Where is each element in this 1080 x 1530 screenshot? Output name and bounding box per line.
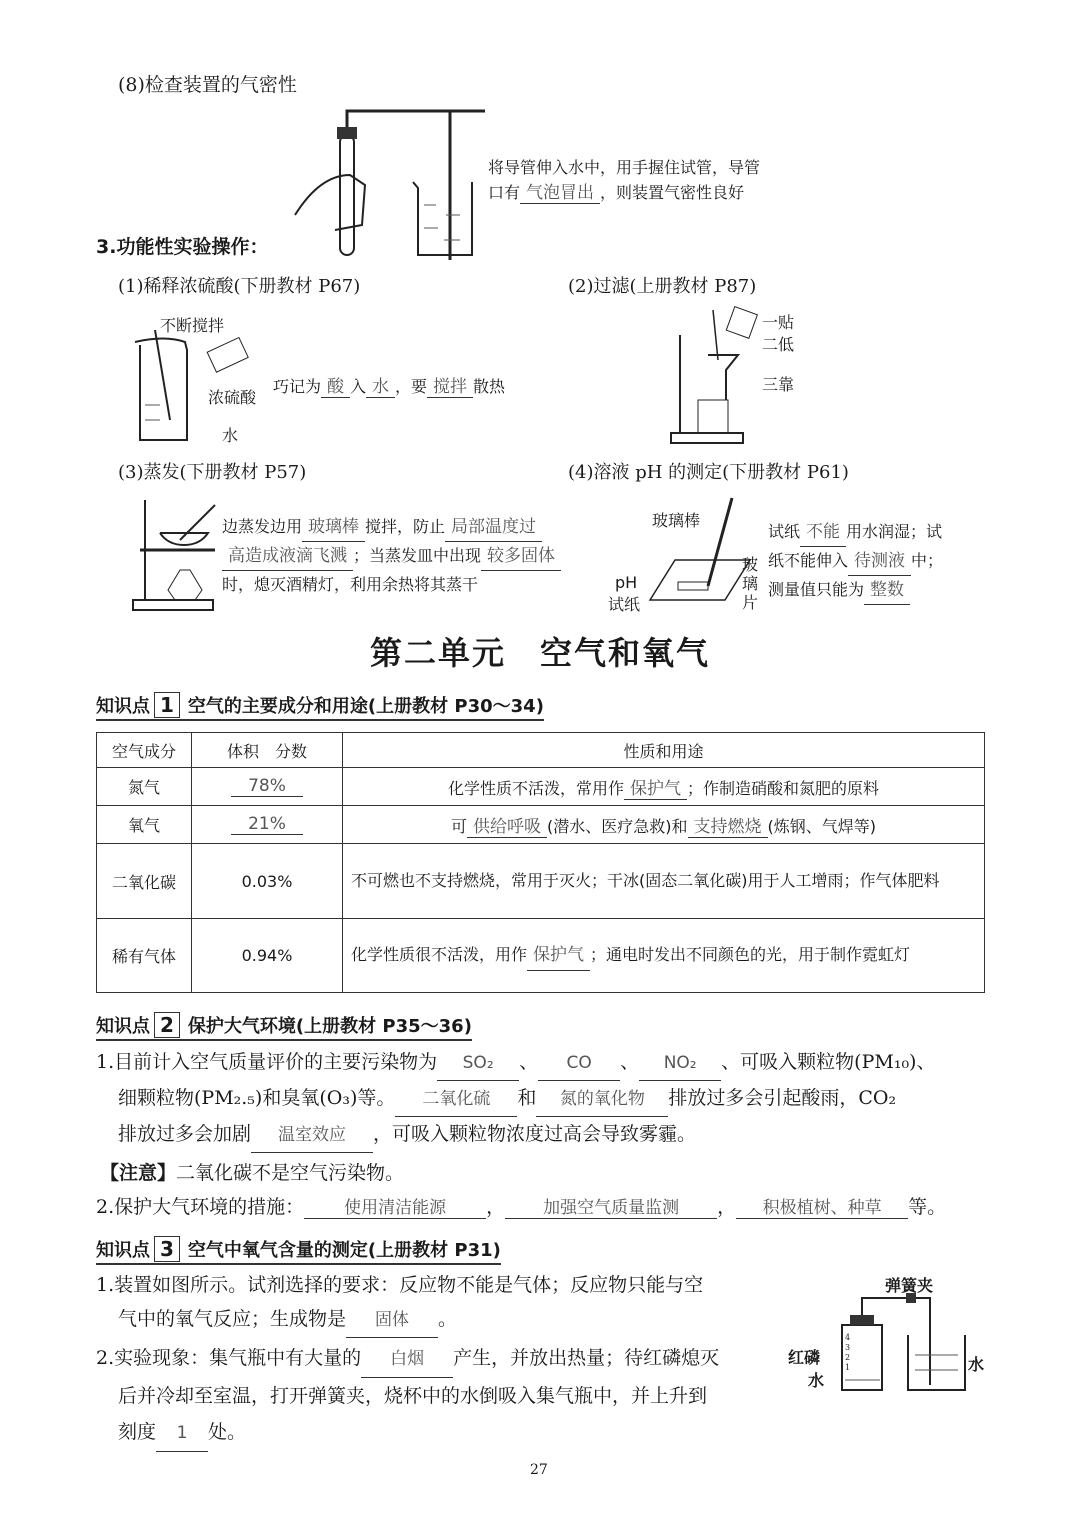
- kp-title: 空气的主要成分和用途(上册教材 P30～34): [187, 696, 544, 717]
- label-glass-plate: 玻璃片: [742, 555, 759, 612]
- section-8-title: (8)检查装置的气密性: [118, 74, 297, 96]
- cell-uses: 不可燃也不支持燃烧，常用于灭火；干冰(固态二氧化碳)用于人工增雨；作气体肥料: [343, 844, 985, 919]
- header-properties-uses: 性质和用途: [343, 733, 985, 768]
- answer-stir: 搅拌: [427, 372, 473, 398]
- kp3-question-1: [96, 1268, 703, 1338]
- filtration-diagram: [668, 305, 768, 445]
- label-ph: pH: [615, 573, 638, 592]
- kp-title: 空气中氧气含量的测定(上册教材 P31): [187, 1240, 501, 1261]
- ph-text: [768, 518, 943, 605]
- answer: 供给呼吸: [467, 812, 547, 838]
- airtight-text-2: [488, 178, 744, 204]
- label-three-lean: 三靠: [762, 375, 795, 394]
- label-glass-rod: 玻璃棒: [652, 511, 701, 530]
- text: 排放过多会加剧: [118, 1123, 252, 1145]
- text: 中；: [911, 551, 944, 570]
- text: 用水润湿；试: [846, 522, 943, 541]
- answer: 固体: [346, 1303, 438, 1338]
- cell-name: 稀有气体: [97, 919, 192, 993]
- text: 化学性质很不活泼，用作: [351, 945, 528, 964]
- kp2-question-2: 2.保护大气环境的措施： 使用清洁能源 ， 加强空气质量监测 ， 积极植树、种草 等。: [96, 1192, 946, 1219]
- beaker-water-icon: [410, 180, 480, 260]
- text: 纸不能伸入: [768, 551, 849, 570]
- text: 1.目前计入空气质量评价的主要污染物为: [96, 1051, 438, 1073]
- svg-text:4: 4: [845, 1333, 851, 1342]
- answer: 二氧化硫: [395, 1082, 517, 1117]
- text: 处。: [208, 1421, 247, 1443]
- label-water-bottle: 水: [808, 1371, 825, 1390]
- text: (潜水、医疗急救)和: [547, 816, 688, 836]
- text: 口有: [488, 183, 521, 202]
- kp-title: 保护大气环境(上册教材 P35～36): [187, 1016, 472, 1037]
- text: 边蒸发边用: [222, 517, 303, 536]
- svg-text:1: 1: [845, 1363, 851, 1372]
- label-test-paper: 试纸: [608, 595, 641, 614]
- answer: 1: [156, 1415, 208, 1452]
- cell-name: 氧气: [97, 806, 192, 844]
- label-water-beaker: 水: [968, 1355, 985, 1374]
- svg-text:2: 2: [845, 1353, 851, 1362]
- text: 细颗粒物(PM₂.₅)和臭氧(O₃)等。: [118, 1087, 396, 1109]
- section-3-title: 3.功能性实验操作：: [96, 236, 269, 258]
- answer: 加强空气质量监测: [505, 1193, 717, 1219]
- kp-number: 3: [154, 1236, 180, 1262]
- kp2-question-1: 1.目前计入空气质量评价的主要污染物为 SO₂ 、 CO 、 NO₂ 、可吸入颗粒物(PM₁₀)、 细颗粒物(PM₂.₅)和臭氧(O₃)等。 二氧化硫 和 氮的氧化物 排放过多会引起酸雨，CO₂ 排放过多会加剧 温室效应 ，可吸入颗粒物浓度过高会导致雾霾。: [96, 1045, 996, 1153]
- text: 后并冷却至室温，打开弹簧夹，烧杯中的水倒吸入集气瓶中，并上升到: [118, 1385, 708, 1407]
- oxygen-measurement-diagram: [830, 1290, 970, 1400]
- note-text: 二氧化碳不是空气污染物。: [176, 1162, 405, 1184]
- cell-fraction: 0.94%: [192, 919, 343, 993]
- answer: 支持燃烧: [688, 812, 768, 838]
- page-number: 27: [530, 1462, 548, 1478]
- table-header-row: [97, 733, 985, 768]
- cell-name: 二氧化碳: [97, 844, 192, 919]
- label-conc-acid: 浓硫酸: [208, 388, 257, 407]
- answer-test-liquid: 待测液: [848, 548, 911, 576]
- evaporation-diagram: [130, 495, 225, 615]
- table-row: [97, 806, 985, 844]
- part2-title: (2)过滤(上册教材 P87): [568, 276, 757, 297]
- answer-splash: 高造成液滴飞溅: [222, 543, 353, 571]
- answer-more-solid: 较多固体: [481, 543, 561, 571]
- text: 产生，并放出热量；待红磷熄灭: [453, 1347, 720, 1369]
- answer: 白烟: [361, 1341, 453, 1378]
- label-two-low: 二低: [762, 335, 795, 354]
- answer: 温室效应: [251, 1118, 373, 1153]
- answer-cannot: 不能: [800, 519, 846, 547]
- label-stir: 不断搅拌: [160, 316, 225, 335]
- airtight-text-1: 将导管伸入水中，用手握住试管，导管: [488, 158, 761, 177]
- answer: 氮的氧化物: [536, 1082, 668, 1117]
- answer-glass-rod: 玻璃棒: [302, 514, 365, 542]
- kp-number: 2: [154, 1012, 180, 1038]
- unit-title: 第二单元 空气和氧气: [369, 634, 710, 672]
- text: ；通电时发出不同颜色的光，用于制作霓虹灯: [590, 945, 911, 964]
- text: 可: [450, 816, 467, 836]
- air-composition-table: [96, 732, 985, 993]
- cell-fraction: 0.03%: [192, 844, 343, 919]
- answer: 保护气: [624, 774, 687, 800]
- table-row: [97, 844, 985, 919]
- text: ，要: [395, 377, 428, 396]
- note: [100, 1158, 404, 1185]
- header-component: 空气成分: [97, 733, 192, 768]
- label-one-stick: 一贴: [762, 313, 795, 332]
- knowledge-point-3-header: [96, 1236, 501, 1262]
- note-label: 【注意】: [100, 1162, 177, 1184]
- text: ；作制造硝酸和氮肥的原料: [687, 778, 880, 798]
- cell-fraction: 78%: [231, 776, 303, 797]
- text: ，可吸入颗粒物浓度过高会导致雾霾。: [373, 1123, 697, 1145]
- kp-label: 知识点: [96, 1016, 150, 1037]
- text: 等。: [908, 1196, 947, 1218]
- text: 试纸: [768, 522, 801, 541]
- answer-acid: 酸: [321, 372, 350, 398]
- label-red-phosphorus: 红磷: [788, 1348, 821, 1367]
- text: 巧记为: [273, 377, 322, 396]
- answer-bubbles: 气泡冒出: [520, 178, 600, 204]
- cell-uses: [343, 919, 985, 993]
- text: 、可吸入颗粒物(PM₁₀)、: [721, 1051, 936, 1073]
- cell-name: 氮气: [97, 768, 192, 806]
- knowledge-point-2-header: [96, 1012, 472, 1038]
- evaporation-text: [222, 513, 592, 598]
- answer: 积极植树、种草: [736, 1193, 908, 1219]
- part3-title: (3)蒸发(下册教材 P57): [118, 462, 307, 483]
- text: 2.保护大气环境的措施：: [96, 1196, 305, 1218]
- answer: NO₂: [639, 1046, 721, 1081]
- answer-water: 水: [366, 372, 395, 398]
- cell-uses: [343, 768, 985, 806]
- answer-local-temp: 局部温度过: [445, 514, 542, 542]
- text: 和: [517, 1087, 537, 1109]
- text: 散热: [473, 377, 506, 396]
- kp-label: 知识点: [96, 1240, 150, 1261]
- text: 2.实验现象：集气瓶中有大量的: [96, 1347, 362, 1369]
- answer: 使用清洁能源: [304, 1193, 486, 1219]
- dilute-mnemonic: [273, 372, 505, 398]
- part4-title: (4)溶液 pH 的测定(下册教材 P61): [568, 462, 849, 483]
- table-row: [97, 919, 985, 993]
- kp3-question-2: [96, 1340, 719, 1452]
- svg-text:3: 3: [845, 1343, 851, 1352]
- answer-integer: 整数: [864, 577, 910, 605]
- label-spring-clamp: 弹簧夹: [885, 1276, 934, 1295]
- answer: SO₂: [437, 1046, 519, 1081]
- text: 入: [350, 377, 367, 396]
- header-volume-fraction: 体积 分数: [192, 733, 343, 768]
- table-row: [97, 768, 985, 806]
- answer: CO: [538, 1046, 620, 1081]
- kp-label: 知识点: [96, 696, 150, 717]
- answer: 保护气: [527, 940, 590, 971]
- text: 化学性质不活泼，常用作: [447, 778, 624, 798]
- part1-title: (1)稀释浓硫酸(下册教材 P67): [118, 276, 361, 297]
- knowledge-point-1-header: [96, 692, 544, 718]
- kp-number: 1: [154, 692, 180, 718]
- text: 时，熄灭酒精灯，利用余热将其蒸干: [222, 575, 479, 594]
- label-water: 水: [222, 426, 239, 445]
- text: 排放过多会引起酸雨，CO₂: [668, 1087, 897, 1109]
- text: 刻度: [118, 1421, 157, 1443]
- text: 。: [438, 1308, 458, 1330]
- text: (炼钢、气焊等): [767, 816, 876, 836]
- text: 气中的氧气反应；生成物是: [118, 1308, 347, 1330]
- text: 搅拌，防止: [365, 517, 446, 536]
- text: 测量值只能为: [768, 580, 865, 599]
- cell-fraction: 21%: [231, 814, 303, 835]
- cell-uses: [343, 806, 985, 844]
- text: ；当蒸发皿中出现: [353, 546, 482, 565]
- text: 1.装置如图所示。试剂选择的要求：反应物不能是气体；反应物只能与空: [96, 1274, 704, 1296]
- text: ，则装置气密性良好: [600, 183, 745, 202]
